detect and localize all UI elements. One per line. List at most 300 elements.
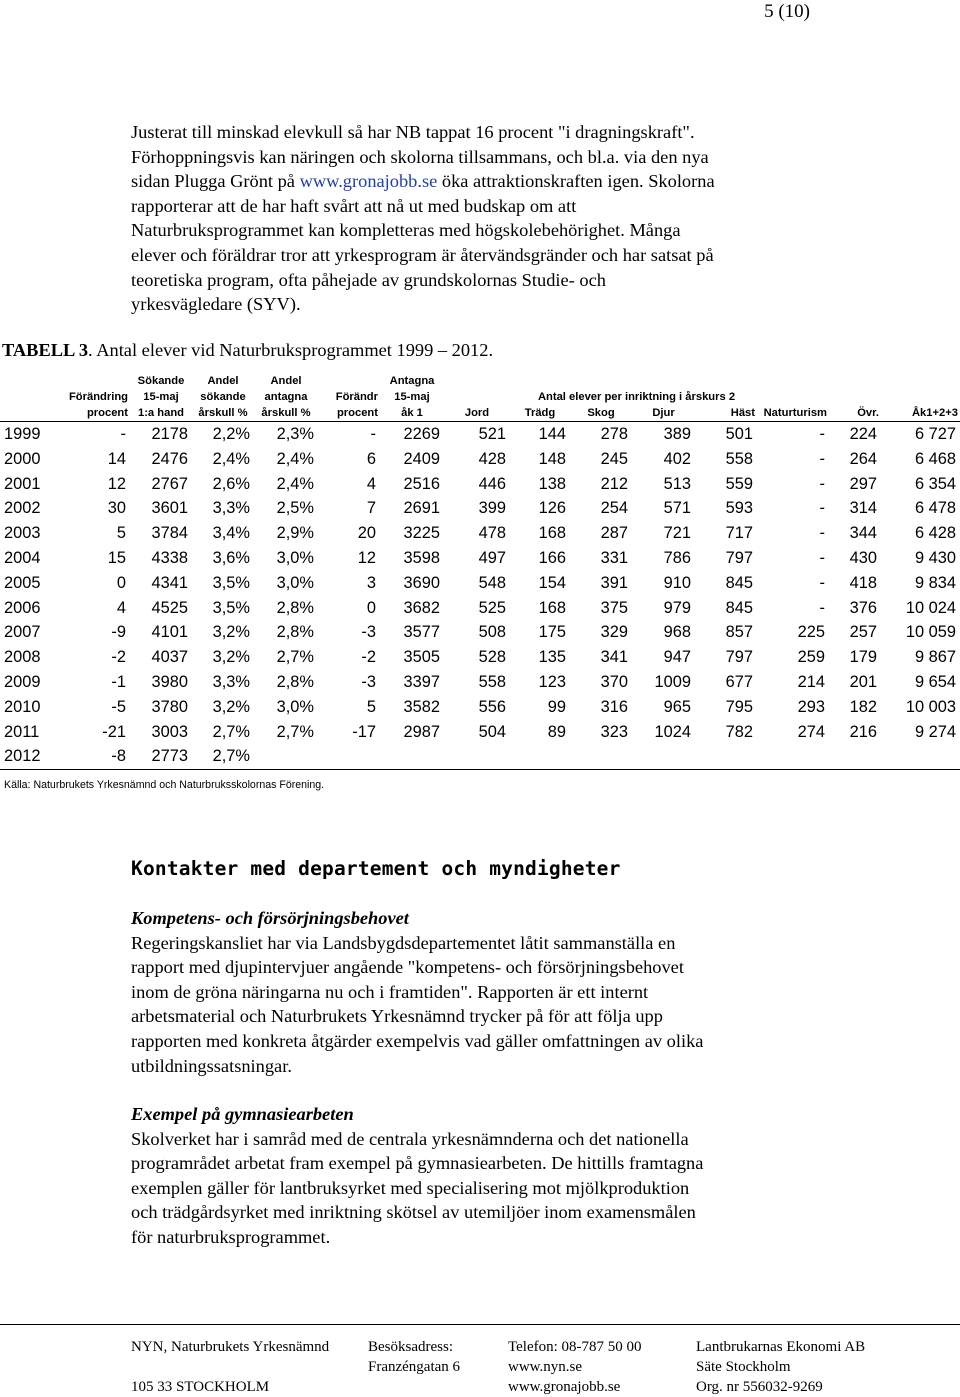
table-cell: 2,4% [212, 449, 250, 468]
footer-web-nyn[interactable]: www.nyn.se [508, 1359, 583, 1375]
intro-line-pre: sidan Plugga Grönt på [131, 171, 300, 192]
table-cell: 2,7% [212, 722, 250, 741]
table-cell: 556 [478, 697, 506, 716]
table-cell: 528 [478, 648, 506, 667]
table-cell: - [370, 425, 376, 443]
intro-line [131, 169, 831, 194]
table-cell [318, 744, 380, 769]
table-cell: 3,0% [276, 548, 314, 567]
intro-line-post: öka attraktionskraften igen. Skolorna [437, 171, 715, 192]
table-cell: 2,8% [276, 598, 314, 617]
header-cell: åk 1 [380, 405, 444, 422]
subsection-line: arbetsmaterial och Naturbrukets Yrkesnämnd trycker på för att följa upp [131, 1006, 663, 1027]
header-cell: antagna [264, 391, 308, 403]
table-cell [632, 744, 695, 769]
table-cell: 6 468 [914, 449, 956, 468]
table-row [0, 596, 960, 621]
year-cell: 2010 [4, 697, 41, 716]
page-number: 5 (10) [764, 1, 810, 22]
table-cell: 201 [849, 672, 877, 691]
table-cell [881, 744, 960, 769]
table-cell: 1009 [654, 672, 691, 691]
header-cell: årskull % [254, 405, 318, 422]
table-cell: - [819, 474, 825, 493]
year-cell: 2004 [4, 548, 41, 567]
table-cell: 2,9% [276, 524, 314, 543]
table-cell: 2,8% [276, 672, 314, 691]
table-cell: 2,4% [276, 474, 314, 493]
table-cell: 399 [478, 499, 506, 518]
table-cell: 9 654 [914, 672, 956, 691]
table-cell: 3598 [403, 548, 440, 567]
table-cell: -17 [352, 722, 376, 741]
table-cell: 2,2% [212, 425, 250, 443]
subsection-line: rapporten med konkreta åtgärder exempelvis vad gäller omfattningen av olika [131, 1030, 704, 1051]
table-cell: 214 [797, 672, 825, 691]
table-row [0, 447, 960, 472]
table-cell: 344 [849, 524, 877, 543]
footer-seat: Säte Stockholm [696, 1359, 791, 1375]
table-cell: 175 [538, 623, 566, 642]
table-cell: 2409 [403, 449, 440, 468]
footer-visit [368, 1337, 460, 1377]
table-row [0, 620, 960, 645]
footer-org [131, 1337, 329, 1397]
table-cell: 571 [663, 499, 691, 518]
table-cell: 3577 [403, 623, 440, 642]
subsection-line: exemplen gäller för lantbruksyrket med specialisering mot mjölkproduktion [131, 1177, 690, 1198]
table-cell: 3780 [151, 697, 188, 716]
subsection-line: rapport med djupintervjuer angående "kompetens- och försörjningsbehovet [131, 957, 684, 978]
table-cell: 3682 [403, 598, 440, 617]
table-cell: 3,4% [212, 524, 250, 543]
table-cell: 389 [663, 425, 691, 443]
table-cell: -3 [361, 672, 376, 691]
table-cell: 3,0% [276, 697, 314, 716]
table-cell: 2516 [403, 474, 440, 493]
table-cell: 0 [116, 573, 126, 592]
table-label: TABELL 3 [2, 340, 89, 360]
table-cell: 2476 [151, 449, 188, 468]
table-cell [829, 744, 881, 769]
year-cell: 2005 [4, 573, 41, 592]
table-cell: 182 [849, 697, 877, 716]
table-cell: 89 [547, 722, 566, 741]
year-cell: 2008 [4, 648, 41, 667]
table-cell: 5 [366, 697, 376, 716]
table-row [0, 472, 960, 497]
header-cell: Andel [270, 375, 302, 387]
table-cell: 3397 [403, 672, 440, 691]
table-cell [695, 744, 757, 769]
table-cell: 797 [725, 648, 753, 667]
table-cell: 3582 [403, 697, 440, 716]
table-cell: 504 [478, 722, 506, 741]
year-cell: 1999 [4, 425, 41, 443]
subsection-line: programrådet arbetat fram exempel på gymnasiearbeten. De hittills framtagna [131, 1153, 704, 1174]
table-cell: 12 [357, 548, 376, 567]
table-cell: - [819, 425, 825, 443]
table-cell: 4341 [151, 573, 188, 592]
table-cell: 979 [663, 598, 691, 617]
table-cell [380, 744, 444, 769]
table-cell: -8 [66, 744, 130, 769]
year-cell: 2007 [4, 623, 41, 642]
subsection-line: inom de gröna näringarna nu och i framtiden". Rapporten är ett internt [131, 981, 649, 1002]
table-cell: 3,2% [212, 623, 250, 642]
table-cell: 968 [663, 623, 691, 642]
year-cell: 2006 [4, 598, 41, 617]
header-cell: sökande [200, 391, 246, 403]
footer-visit-street: Franzéngatan 6 [368, 1359, 461, 1375]
table-cell: 2,5% [276, 499, 314, 518]
table-cell: 795 [725, 697, 753, 716]
table-cell: -5 [111, 697, 126, 716]
header-cell: Förändr [335, 391, 378, 403]
subsection-heading: Kompetens- och försörjningsbehovet [131, 908, 409, 928]
table-cell: 2,7% [276, 722, 314, 741]
page-footer [0, 1324, 960, 1393]
table-cell: 558 [478, 672, 506, 691]
table-cell: 7 [366, 499, 376, 518]
table-cell: 3,6% [212, 548, 250, 567]
table-row [0, 496, 960, 521]
table-cell: -3 [361, 623, 376, 642]
table-cell: 593 [725, 499, 753, 518]
table-cell: 797 [725, 548, 753, 567]
table-cell: 786 [663, 548, 691, 567]
table-cell: 225 [797, 623, 825, 642]
intro-line: yrkesvägledare (SYV). [131, 294, 301, 315]
table-cell: 548 [478, 573, 506, 592]
header-cell: Övr. [829, 405, 881, 422]
table-cell: 3,0% [276, 573, 314, 592]
table-cell: 148 [538, 449, 566, 468]
table-row [0, 546, 960, 571]
table-cell: 4037 [151, 648, 188, 667]
table-cell: 845 [725, 573, 753, 592]
footer-company-name: Lantbrukarnas Ekonomi AB [696, 1339, 866, 1355]
table-cell: 341 [600, 648, 628, 667]
table-cell: 525 [478, 598, 506, 617]
table-cell: 4101 [151, 623, 188, 642]
table-row [0, 720, 960, 745]
group-header: Antal elever per inriktning i årskurs 2 [537, 391, 736, 403]
table-cell: 910 [663, 573, 691, 592]
table-cell: 3003 [151, 722, 188, 741]
table-cell: 179 [849, 648, 877, 667]
table-cell: 10 059 [905, 623, 956, 642]
table-cell: 446 [478, 474, 506, 493]
table-cell: 3,5% [212, 573, 250, 592]
subsection-line: utbildningssatsningar. [131, 1055, 292, 1076]
table-cell: 4 [116, 598, 126, 617]
intro-paragraph [131, 120, 831, 317]
table-cell: 3225 [403, 524, 440, 543]
table-cell: 375 [600, 598, 628, 617]
table-cell: 6 478 [914, 499, 956, 518]
table-cell: 947 [663, 648, 691, 667]
table-cell: 501 [725, 425, 753, 443]
table-cell: 20 [357, 524, 376, 543]
table-cell: 558 [725, 449, 753, 468]
table-cell: 6 [366, 449, 376, 468]
table-title-text: . Antal elever vid Naturbruksprogrammet 1999 – 2012. [88, 340, 494, 360]
table-cell: 3,2% [212, 648, 250, 667]
table-cell: -21 [102, 722, 126, 741]
table-cell: 782 [725, 722, 753, 741]
section-title: Kontakter med departement och myndigheter [131, 857, 621, 880]
table-cell: 4338 [151, 548, 188, 567]
subsection-heading: Exempel på gymnasiearbeten [131, 1104, 354, 1124]
table-cell: 216 [849, 722, 877, 741]
table-cell [570, 744, 632, 769]
table-cell: - [819, 548, 825, 567]
intro-line: rapporterar att de har haft svårt att nå ut med budskap om att [131, 195, 577, 216]
table-cell: 1024 [654, 722, 691, 741]
header-cell: 15-maj [394, 391, 430, 403]
table-cell: - [819, 449, 825, 468]
table-cell: 0 [366, 598, 376, 617]
table-cell: 857 [725, 623, 753, 642]
table-source: Källa: Naturbrukets Yrkesnämnd och Naturbruksskolornas Förening. [4, 779, 325, 791]
header-cell: procent [318, 405, 380, 422]
year-cell: 2011 [4, 722, 40, 741]
table-cell [757, 744, 829, 769]
footer-contact [508, 1337, 642, 1397]
table-cell: 259 [797, 648, 825, 667]
table-cell: 508 [478, 623, 506, 642]
table-cell: 6 727 [914, 425, 956, 443]
table-cell: 965 [663, 697, 691, 716]
table-cell: 391 [600, 573, 628, 592]
table-cell: 9 867 [914, 648, 956, 667]
statistics-table-wrapper [0, 373, 960, 770]
footer-postal: 105 33 STOCKHOLM [131, 1379, 270, 1395]
table-body [0, 422, 960, 770]
table-cell: 2987 [403, 722, 440, 741]
table-cell: 376 [849, 598, 877, 617]
table-cell: 166 [538, 548, 566, 567]
subsection-line: och trädgårdsyrket med inriktning skötsel av utemiljöer inom examensmålen [131, 1202, 696, 1223]
table-cell: 245 [600, 449, 628, 468]
footer-org-name: NYN, Naturbrukets Yrkesnämnd [131, 1339, 330, 1355]
table-cell: 287 [600, 524, 628, 543]
table-cell: 3,3% [212, 499, 250, 518]
footer-visit-label: Besöksadress: [368, 1339, 453, 1355]
intro-line: Justerat till minskad elevkull så har NB tappat 16 procent "i dragningskraft". [131, 122, 695, 142]
table-cell: 6 354 [914, 474, 956, 493]
table-cell: 331 [600, 548, 628, 567]
table-row [0, 670, 960, 695]
intro-line: Naturbruksprogrammet kan kompletteras med högskolebehörighet. Många [131, 220, 681, 241]
table-cell: 264 [849, 449, 877, 468]
table-cell: 99 [547, 697, 566, 716]
table-cell: 2178 [151, 425, 188, 443]
subsection-kompetens [131, 906, 831, 1078]
year-cell: 2001 [4, 474, 41, 493]
table-cell: 323 [600, 722, 628, 741]
table-cell: 9 274 [914, 722, 956, 741]
table-cell: 428 [478, 449, 506, 468]
table-cell: 845 [725, 598, 753, 617]
table-cell: - [819, 499, 825, 518]
table-cell: 293 [797, 697, 825, 716]
table-cell: 254 [600, 499, 628, 518]
table-cell: -2 [111, 648, 126, 667]
table-cell: 2,4% [276, 449, 314, 468]
table-cell: 2691 [403, 499, 440, 518]
table-cell: 6 428 [914, 524, 956, 543]
table-cell: 402 [663, 449, 691, 468]
table-cell: 10 024 [905, 598, 956, 617]
table-cell: 3784 [151, 524, 188, 543]
table-cell: 212 [600, 474, 628, 493]
table-row [0, 645, 960, 670]
footer-company [696, 1337, 865, 1397]
subsection-gymnasiearbeten [131, 1102, 831, 1250]
table-cell: 126 [538, 499, 566, 518]
intro-line: teoretiska program, ofta påhejade av grundskolornas Studie- och [131, 269, 606, 290]
table-cell: 2,3% [276, 425, 314, 443]
table-cell: 2773 [130, 744, 192, 769]
table-cell: 9 430 [914, 548, 956, 567]
table-cell: 3,5% [212, 598, 250, 617]
statistics-table [0, 373, 960, 770]
header-cell: Jord [444, 405, 510, 422]
table-cell: 2,6% [212, 474, 250, 493]
table-row [0, 521, 960, 546]
table-cell: 3505 [403, 648, 440, 667]
header-cell: Naturturism [757, 405, 829, 422]
table-cell: 30 [107, 499, 126, 518]
year-cell: 2003 [4, 524, 41, 543]
table-cell: 5 [116, 524, 126, 543]
year-cell: 2002 [4, 499, 41, 518]
footer-phone: Telefon: 08-787 50 00 [508, 1339, 642, 1355]
table-row [0, 744, 960, 769]
header-cell: Trädg [510, 405, 570, 422]
table-cell: 513 [663, 474, 691, 493]
intro-line: elever och föräldrar tror att yrkesprogram är återvändsgränder och har satsat på [131, 244, 714, 265]
table-cell: 168 [538, 524, 566, 543]
table-cell: -9 [111, 623, 126, 642]
table-cell: 4 [366, 474, 376, 493]
footer-web-gronajobb[interactable]: www.gronajobb.se [508, 1379, 621, 1395]
table-cell: 14 [107, 449, 126, 468]
table-title [2, 340, 493, 361]
table-cell: 4525 [151, 598, 188, 617]
table-row [0, 571, 960, 596]
table-cell: 12 [107, 474, 126, 493]
table-cell: 677 [725, 672, 753, 691]
table-cell: 521 [478, 425, 506, 443]
table-cell: 559 [725, 474, 753, 493]
table-cell: 9 834 [914, 573, 956, 592]
table-cell: 2,8% [276, 623, 314, 642]
table-cell: 278 [600, 425, 628, 443]
table-cell: 135 [538, 648, 566, 667]
header-cell: Förändring [68, 391, 128, 403]
header-cell: Åk1+2+3 [881, 405, 960, 422]
table-cell: - [120, 425, 126, 443]
table-cell: - [819, 573, 825, 592]
table-cell: 478 [478, 524, 506, 543]
table-cell: - [819, 598, 825, 617]
table-cell [510, 744, 570, 769]
header-cell: Skog [570, 405, 632, 422]
footer-orgnr: Org. nr 556032-9269 [696, 1379, 823, 1395]
year-cell: 2000 [4, 449, 41, 468]
table-cell: 144 [538, 425, 566, 443]
subsection-line: Regeringskansliet har via Landsbygdsdepartementet låtit sammanställa en [131, 932, 676, 953]
table-cell: 15 [107, 548, 126, 567]
header-cell: Andel [207, 375, 239, 387]
table-cell: 2,7% [276, 648, 314, 667]
header-cell: Häst [695, 405, 757, 422]
table-cell: 314 [849, 499, 877, 518]
table-cell: 154 [538, 573, 566, 592]
table-cell: 2767 [151, 474, 188, 493]
table-row [0, 695, 960, 720]
table-cell: -2 [361, 648, 376, 667]
table-cell: 2,7% [192, 744, 254, 769]
table-cell: 329 [600, 623, 628, 642]
table-cell: 430 [849, 548, 877, 567]
table-cell: 721 [663, 524, 691, 543]
table-cell: 497 [478, 548, 506, 567]
table-cell [254, 744, 318, 769]
subsection-line: för naturbruksprogrammet. [131, 1226, 331, 1247]
table-cell: 274 [797, 722, 825, 741]
table-cell: 257 [849, 623, 877, 642]
table-cell: 3,2% [212, 697, 250, 716]
table-cell [444, 744, 510, 769]
table-cell: 123 [538, 672, 566, 691]
year-cell: 2012 [0, 744, 66, 769]
table-cell: 370 [600, 672, 628, 691]
header-cell: procent [66, 405, 130, 422]
table-cell: 3690 [403, 573, 440, 592]
table-cell: 3980 [151, 672, 188, 691]
header-cell: Sökande [137, 375, 185, 387]
table-cell: 10 003 [905, 697, 956, 716]
table-cell: -1 [111, 672, 126, 691]
table-cell: 3 [366, 573, 376, 592]
table-cell: - [819, 524, 825, 543]
header-cell: årskull % [192, 405, 254, 422]
table-row [0, 422, 960, 447]
subsection-line: Skolverket har i samråd med de centrala yrkesnämnderna och det nationella [131, 1128, 689, 1149]
table-cell: 717 [725, 524, 753, 543]
year-cell: 2009 [4, 672, 41, 691]
gronajobb-link[interactable]: www.gronajobb.se [299, 171, 438, 192]
table-cell: 3601 [151, 499, 188, 518]
table-cell: 3,3% [212, 672, 250, 691]
table-cell: 2269 [403, 425, 440, 443]
table-cell: 418 [849, 573, 877, 592]
intro-line: Förhoppningsvis kan näringen och skolorna tillsammans, och bl.a. via den nya [131, 146, 709, 167]
table-cell: 138 [538, 474, 566, 493]
header-cell: Djur [632, 405, 695, 422]
header-cell: 15-maj [143, 391, 179, 403]
header-cell: 1:a hand [130, 405, 192, 422]
header-cell: Antagna [389, 375, 435, 387]
table-cell: 297 [849, 474, 877, 493]
table-cell: 316 [600, 697, 628, 716]
table-cell: 168 [538, 598, 566, 617]
table-cell: 224 [849, 425, 877, 443]
